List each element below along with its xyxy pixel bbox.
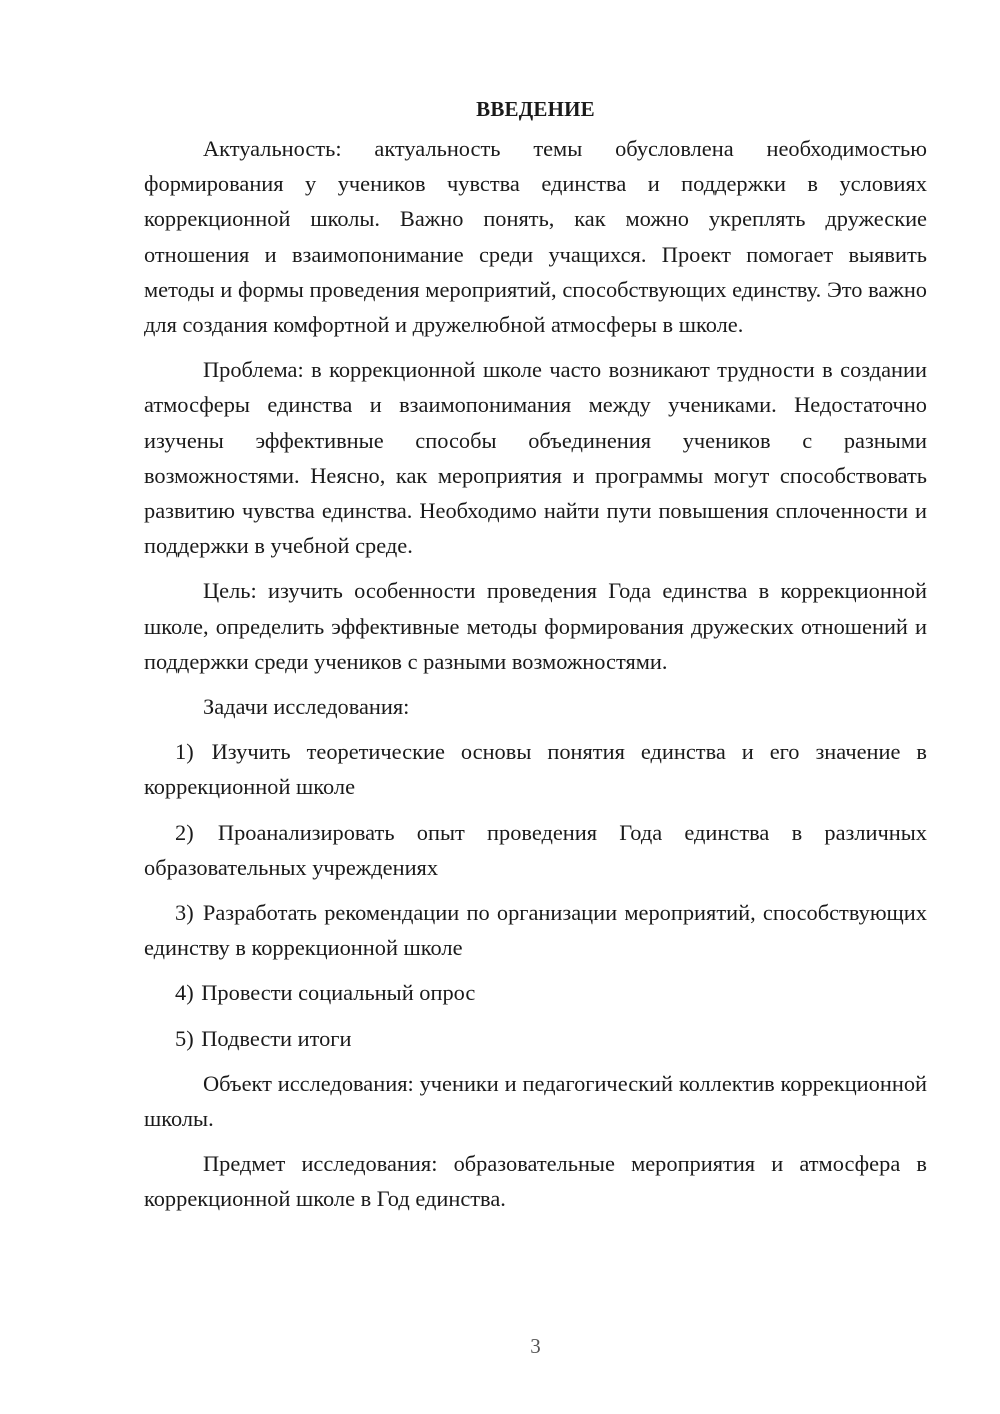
object-paragraph: Объект исследования: ученики и педагогический коллектив коррекционной школы. [144,1070,927,1132]
list-item [144,975,927,1010]
problem-paragraph: Проблема: в коррекционной школе часто возникают трудности в создании атмосферы единства и взаимопонимания между учениками. Недостаточно изучены эффективные способы объединения учеников с разными возможностями. Неясно, как мероприятия и программы могут способствовать развитию чувства единства. Необходимо найти пути повышения сплоченности и поддержки в учебной среде. [144,357,927,559]
list-item-number: 3) [175,900,194,926]
list-item-text: Провести социальный опрос [201,980,476,1006]
list-item-number: 1) [175,739,194,765]
list-item [144,895,927,965]
list-item-text: Изучить теоретические основы понятия единства и его значение в коррекционной школе [144,739,927,800]
list-item-text: Разработать рекомендации по организации мероприятий, способствующих единству в коррекционной школе [144,900,927,961]
list-item [144,1021,927,1056]
tasks-title: Задачи исследования: [203,694,410,720]
list-item-number: 4) [175,980,194,1006]
list-item [144,734,927,804]
tasks-list [144,734,927,1056]
subject-paragraph: Предмет исследования: образовательные мероприятия и атмосфера в коррекционной школе в Год единства. [144,1151,927,1212]
list-item-text: Проанализировать опыт проведения Года единства в различных образовательных учреждениях [144,819,927,880]
document-page [144,92,927,1227]
page-number: 3 [530,1334,541,1358]
section-heading: ВВЕДЕНИЕ [476,97,595,121]
list-item [144,815,927,885]
list-item-text: Подвести итоги [201,1025,352,1051]
relevance-paragraph: Актуальность: актуальность темы обусловлена необходимостью формирования у учеников чувства единства и поддержки в условиях коррекционной школы. Важно понять, как можно укреплять дружеские отношения и взаимопонимание среди учащихся. Проект помогает выявить методы и формы проведения мероприятий, способствующих единству. Это важно для создания комфортной и дружелюбной атмосферы в школе. [144,136,927,338]
goal-paragraph: Цель: изучить особенности проведения Года единства в коррекционной школе, определить эффективные методы формирования дружеских отношений и поддержки среди учеников с разными возможностями. [144,578,927,674]
list-item-number: 5) [175,1025,194,1051]
list-item-number: 2) [175,819,194,845]
